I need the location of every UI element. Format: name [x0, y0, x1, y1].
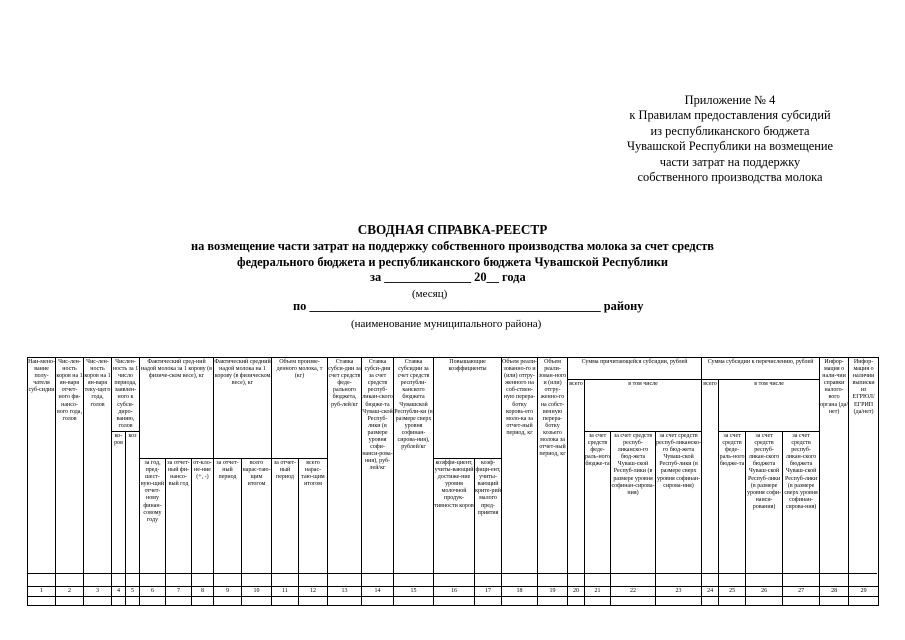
table-cell — [28, 596, 56, 605]
table-cell — [362, 596, 394, 605]
header-egrul-extract: Инфор-мация о наличии выписки из ЕГРЮЛ/ ЕГРИП (да/нет) — [849, 358, 879, 587]
header-actual-yield: Фактический сред-ний надой молока за 1 корову (в физиче-ском весе), кг — [140, 358, 214, 459]
appendix-line: из республиканского бюджета — [650, 123, 810, 138]
header-transfer-including: в том числе — [719, 380, 820, 432]
table-cell — [611, 596, 656, 605]
table-cell — [538, 596, 568, 605]
table-cell — [84, 596, 112, 605]
column-number: 21 — [585, 586, 611, 596]
table-cell — [702, 596, 719, 605]
header-recipient: Наи-мено-вание полу-чателя суб-сидии — [28, 358, 56, 587]
table-cell — [328, 596, 362, 605]
table-cell — [568, 596, 585, 605]
column-number: 26 — [746, 586, 783, 596]
column-number: 17 — [475, 586, 502, 596]
header-herd-size: Числен-ность за 1 число периода, заявлен-ного к субси-диро-ванию, голов — [112, 358, 140, 432]
column-number: 7 — [166, 586, 192, 596]
table-cell — [502, 596, 538, 605]
title-line-1: на возмещение части затрат на поддержку собственного производства молока за счет средств — [191, 239, 714, 253]
header-yield-report-year: за отчет-ный фи-нансо-вый год — [166, 458, 192, 586]
title-main: СВОДНАЯ СПРАВКА-РЕЕСТР — [357, 222, 548, 237]
header-avg-cumulative: всего нарас-таю-щим итогом — [242, 458, 272, 586]
period-blank: ______________ — [384, 270, 472, 284]
header-republic-extra-rate: Ставка субсидии за счет средств республи-канского бюджета Чувашской Республи-ки (в размере сверх уровня софинан-сирова-ния), рублей/кг — [394, 358, 434, 587]
header-transfer-republic: за счет средств респуб-ликан-ского бюджета Чуваш-ской Респуб-лики (в размере уровня софи-нанси-рования) — [746, 431, 783, 586]
header-coef-productivity: коэффи-циент, учиты-вающий достиже-ние уровня молочной продук-тивности коров — [434, 458, 475, 586]
appendix-line: Чувашской Республики на возмещение — [626, 139, 834, 154]
header-yield-prev-year: за год, пред-шест-вую-щий отчет-ному финан-совому году — [140, 458, 166, 586]
column-number: 3 — [84, 586, 112, 596]
header-transfer-total: всего — [702, 380, 719, 587]
period-year: 20__ года — [474, 270, 526, 284]
header-subsidy-due: Сумма причитающейся субсидии, рублей — [568, 358, 702, 380]
header-goats: коз — [126, 431, 140, 586]
table-cell — [475, 596, 502, 605]
header-due-federal: за счет средств феде-раль-ного бюдже-та — [585, 431, 611, 586]
district-prefix: по — [293, 299, 307, 313]
table-bottom-rule — [27, 573, 877, 574]
header-cows: ко-ров — [112, 431, 126, 586]
column-number: 19 — [538, 586, 568, 596]
table-cell — [656, 596, 702, 605]
column-number: 16 — [434, 586, 475, 596]
column-number: 9 — [214, 586, 242, 596]
header-due-total: всего — [568, 380, 585, 587]
appendix-line: к Правилам предоставления субсидий — [629, 108, 831, 123]
header-volume-cumulative: всего нарас-таю-щим итогом — [299, 458, 328, 586]
column-number: 28 — [820, 586, 849, 596]
header-subsidy-transfer: Сумма субсидии к перечислению, рублей — [702, 358, 820, 380]
column-number: 6 — [140, 586, 166, 596]
header-due-republic-extra: за счет средств респуб-ликанско-го бюд-жета Чуваш-ской Респуб-лики (в размере сверх уровня софинан-сирова-ния) — [656, 431, 702, 586]
column-number: 15 — [394, 586, 434, 596]
header-federal-rate: Ставка субси-дии за счет средств феде-рального бюджета, руб-лей/кг — [328, 358, 362, 587]
header-transfer-federal: за счет средств феде-раль-ного бюдже-та — [719, 431, 746, 586]
appendix-line: собственного производства молока — [637, 170, 823, 185]
column-number: 10 — [242, 586, 272, 596]
column-number: 12 — [299, 586, 328, 596]
header-cows-current-year: Чис-лен-ность коров на 1 ян-варя теку-щего года, голов — [84, 358, 112, 587]
header-coef-small-business: коэф-фици-ент, учиты-вающий крите-рий малого пред-приятия — [475, 458, 502, 586]
header-republic-rate: Ставка субси-дии за счет средств респуб-ликан-ского бюдже-та Чуваш-ской Респуб-лики (в размере уровня софи-нанси-рова-ния), руб-лей/кг — [362, 358, 394, 587]
table-cell — [166, 596, 192, 605]
header-due-republic: за счет средств респуб-ликанско-го бюд-жета Чуваш-ской Респуб-лики (в размере уровня софинан-сирова-ния) — [611, 431, 656, 586]
column-number: 1 — [28, 586, 56, 596]
column-number: 20 — [568, 586, 585, 596]
table-cell — [112, 596, 126, 605]
district-suffix: району — [603, 299, 644, 313]
table-cell — [783, 596, 820, 605]
table-cell — [192, 596, 214, 605]
column-number: 25 — [719, 586, 746, 596]
table-cell — [126, 596, 140, 605]
table-cell — [820, 596, 849, 605]
column-number: 4 — [112, 586, 126, 596]
appendix-line: части затрат на поддержку — [659, 154, 801, 169]
column-number: 14 — [362, 586, 394, 596]
appendix-line: Приложение № 4 — [684, 93, 776, 107]
column-number: 18 — [502, 586, 538, 596]
header-due-including: в том числе — [585, 380, 702, 432]
table-cell — [719, 596, 746, 605]
header-goat-milk-sold: Объем реали-зован-ного и (или) отгру-женно-го на собст-венную перера-ботку козьего молока за отчет-ный период, кг — [538, 358, 568, 587]
header-avg-yield: Фактический средний надой молока на 1 корову (в физическом весе), кг — [214, 358, 272, 459]
table-cell — [299, 596, 328, 605]
registry-table-wrap — [27, 357, 877, 606]
table-cell — [242, 596, 272, 605]
table-cell — [849, 596, 879, 605]
header-volume-period: за отчет-ный период — [272, 458, 299, 586]
table-cell — [434, 596, 475, 605]
header-milk-volume: Объем произве-денного молока, т (кг) — [272, 358, 328, 459]
appendix-block — [596, 93, 864, 185]
header-avg-period: за отчет-ный период — [214, 458, 242, 586]
table-row — [28, 596, 879, 605]
column-number: 22 — [611, 586, 656, 596]
column-number: 29 — [849, 586, 879, 596]
district-blank: _______________________________________________ — [309, 299, 601, 313]
period-caption: (месяц) — [412, 288, 448, 300]
column-number: 23 — [656, 586, 702, 596]
period-prefix: за — [370, 270, 382, 284]
column-number: 13 — [328, 586, 362, 596]
registry-table — [27, 357, 879, 606]
district-caption: (наименование муниципального района) — [351, 318, 542, 330]
column-number: 11 — [272, 586, 299, 596]
header-cows-prev-year: Чис-лен-ность коров на 1 ян-варя отчет-ного фи-нансо-вого года, голов — [56, 358, 84, 587]
period-line — [370, 270, 526, 285]
column-number: 27 — [783, 586, 820, 596]
column-number: 5 — [126, 586, 140, 596]
column-number: 2 — [56, 586, 84, 596]
header-tax-certificate: Инфор-мация о нали-чии справки налого-вого органа (да/нет) — [820, 358, 849, 587]
table-cell — [56, 596, 84, 605]
table-cell — [140, 596, 166, 605]
column-number: 8 — [192, 586, 214, 596]
table-cell — [214, 596, 242, 605]
title-line-2: федерального бюджета и республиканского бюджета Чувашской Республики — [237, 255, 668, 269]
district-line — [293, 299, 644, 314]
header-transfer-republic-extra: за счет средств респуб-ликан-ского бюджета Чуваш-ской Респуб-лики (в размере сверх уровня софинан-сирова-ния) — [783, 431, 820, 586]
table-cell — [585, 596, 611, 605]
table-cell — [394, 596, 434, 605]
document-title — [0, 222, 905, 270]
header-cow-milk-sold: Объем реали-зованно-го и (или) отгру-женного на соб-ствен-ную перера-ботку коровь-его моло-ка за отчет-ный период, кг — [502, 358, 538, 587]
column-number: 24 — [702, 586, 719, 596]
header-coefficients: Повышающие коэффициенты — [434, 358, 502, 459]
table-cell — [746, 596, 783, 605]
header-yield-deviation: от-кло-не-ние (+, -) — [192, 458, 214, 586]
header-row-1 — [28, 358, 879, 380]
table-cell — [272, 596, 299, 605]
column-number-row — [28, 586, 879, 596]
